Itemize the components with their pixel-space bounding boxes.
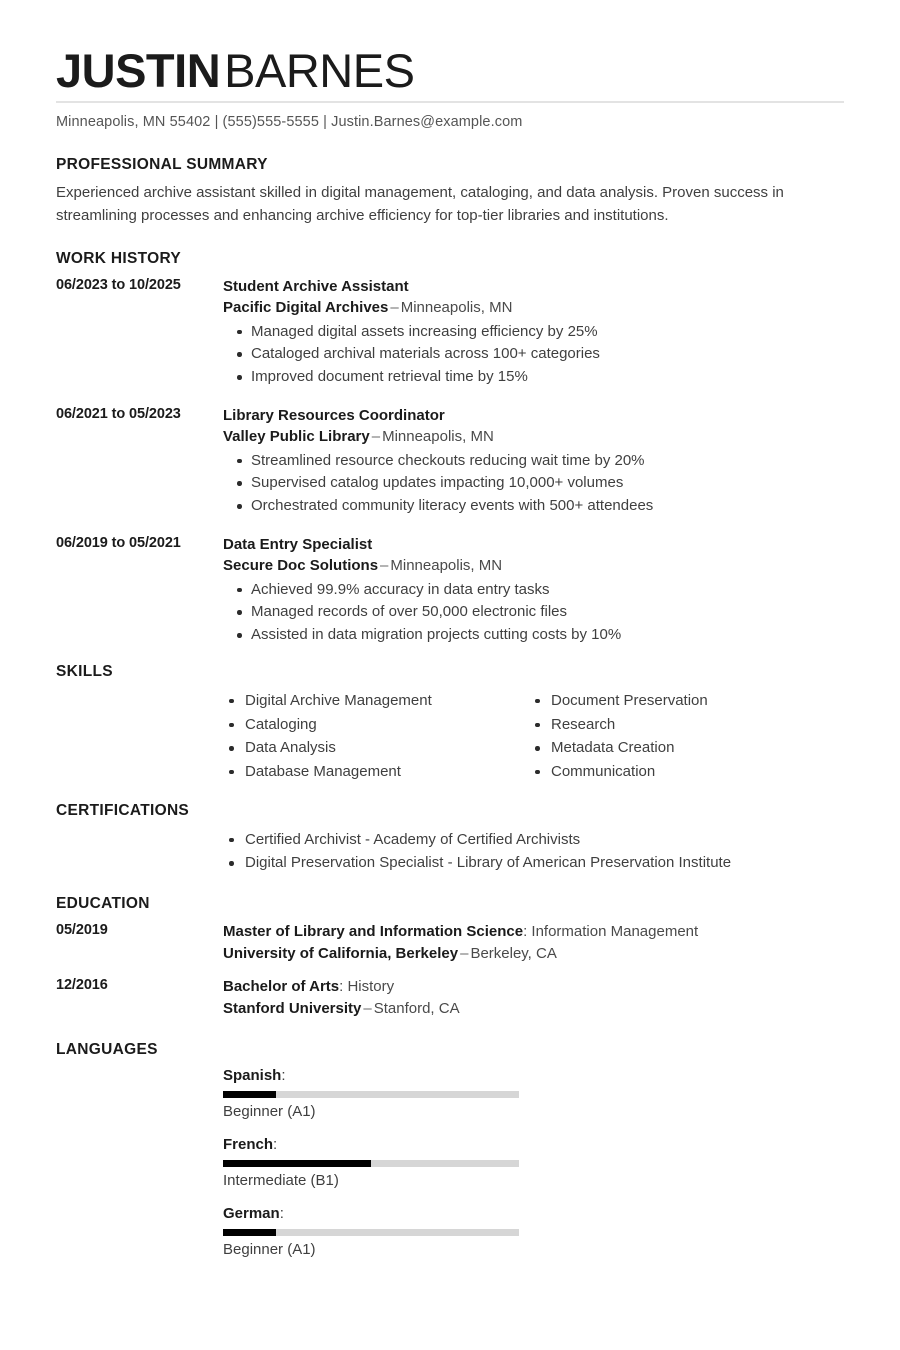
company-name: Valley Public Library <box>223 428 370 446</box>
skills-grid <box>223 689 844 784</box>
certifications-body <box>223 828 844 875</box>
degree-name: Bachelor of Arts <box>223 978 340 996</box>
language-entry <box>223 1136 538 1189</box>
language-name <box>223 1205 538 1222</box>
degree-name: Master of Library and Information Science <box>223 923 524 941</box>
certification-item: Digital Preservation Specialist - Library of American Preservation Institute <box>223 851 844 875</box>
education-entry <box>56 921 844 964</box>
job-bullet: Supervised catalog updates impacting 10,000+ volumes <box>223 472 844 495</box>
work-history-entry <box>56 534 844 647</box>
school-location: Stanford, CA <box>373 999 460 1017</box>
section-languages <box>56 1041 844 1274</box>
section-title-languages: LANGUAGES <box>56 1041 158 1059</box>
section-skills <box>56 663 844 784</box>
work-history-entry <box>56 405 844 518</box>
job-bullet: Assisted in data migration projects cutting costs by 10% <box>223 624 844 647</box>
education-date: 12/2016 <box>56 977 108 994</box>
separator-dash: – <box>371 428 381 446</box>
skill-item: Document Preservation <box>529 689 835 713</box>
language-label: German <box>223 1205 280 1223</box>
skills-body <box>223 689 844 784</box>
job-bullet: Managed digital assets increasing efficiency by 25% <box>223 321 844 344</box>
job-title: Student Archive Assistant <box>223 277 409 295</box>
separator-dash: – <box>390 299 399 317</box>
degree-field: : Information Management <box>523 923 699 941</box>
last-name: BARNES <box>224 44 415 97</box>
education-details <box>223 976 844 1019</box>
work-details <box>223 534 844 647</box>
summary-text: Experienced archive assistant skilled in digital management, cataloging, and data analysis. Proven success in streamlining processes and enhancing archive efficiency for top-tier libraries and institutions. <box>56 184 784 225</box>
job-title: Library Resources Coordinator <box>223 406 445 424</box>
skills-list <box>223 689 529 784</box>
skill-item: Cataloging <box>223 713 529 737</box>
job-bullet: Achieved 99.9% accuracy in data entry tasks <box>223 579 844 602</box>
company-name: Pacific Digital Archives <box>223 299 389 317</box>
job-bullet: Managed records of over 50,000 electronic files <box>223 601 844 624</box>
work-details <box>223 405 844 518</box>
language-colon: : <box>281 1067 286 1085</box>
job-bullet: Improved document retrieval time by 15% <box>223 366 844 389</box>
skill-item: Communication <box>529 760 835 784</box>
skill-item: Research <box>529 713 835 737</box>
skill-item: Digital Archive Management <box>223 689 529 713</box>
school-name: University of California, Berkeley <box>223 944 459 962</box>
job-company-line <box>223 297 844 318</box>
contact-line: Minneapolis, MN 55402 | (555)555-5555 | Justin.Barnes@example.com <box>56 114 523 131</box>
job-title: Data Entry Specialist <box>223 535 373 553</box>
work-dates: 06/2023 to 10/2025 <box>56 276 181 293</box>
language-colon: : <box>273 1136 278 1154</box>
language-proficiency-bar <box>223 1229 519 1236</box>
education-degree-line <box>223 976 844 998</box>
job-bullet: Streamlined resource checkouts reducing wait time by 20% <box>223 450 844 473</box>
work-details <box>223 276 844 389</box>
work-dates: 06/2019 to 05/2021 <box>56 534 181 551</box>
school-name: Stanford University <box>223 999 362 1017</box>
job-location: Minneapolis, MN <box>400 299 513 317</box>
language-name <box>223 1136 538 1153</box>
education-entry <box>56 976 844 1019</box>
separator-dash: – <box>460 944 469 962</box>
section-title-certifications: CERTIFICATIONS <box>56 801 190 819</box>
header-divider <box>56 101 844 103</box>
degree-field: : History <box>339 978 395 996</box>
education-details <box>223 921 844 964</box>
section-title-work-history: WORK HISTORY <box>56 249 182 267</box>
language-level: Intermediate (B1) <box>223 1172 339 1190</box>
separator-dash: – <box>380 557 389 575</box>
separator-dash: – <box>363 999 372 1017</box>
language-colon: : <box>279 1205 284 1223</box>
job-bullet-list <box>223 450 844 518</box>
job-company-line <box>223 426 844 447</box>
language-entry <box>223 1205 538 1258</box>
language-level: Beginner (A1) <box>223 1241 316 1259</box>
language-proficiency-bar <box>223 1160 519 1167</box>
language-proficiency-fill <box>223 1229 276 1236</box>
education-degree-line <box>223 921 844 943</box>
language-level: Beginner (A1) <box>223 1103 316 1121</box>
skills-column-2 <box>529 689 835 784</box>
certifications-list <box>223 828 844 875</box>
language-label: French <box>223 1136 274 1154</box>
skill-item: Data Analysis <box>223 736 529 760</box>
section-title-skills: SKILLS <box>56 662 113 680</box>
language-proficiency-bar <box>223 1091 519 1098</box>
job-location: Minneapolis, MN <box>382 428 494 446</box>
languages-grid <box>223 1067 844 1274</box>
first-name: JUSTIN <box>56 44 221 97</box>
education-date: 05/2019 <box>56 922 108 939</box>
section-professional-summary <box>56 156 844 228</box>
section-title-education: EDUCATION <box>56 895 150 913</box>
section-work-history <box>56 250 844 647</box>
skill-item: Database Management <box>223 760 529 784</box>
job-bullet: Orchestrated community literacy events with 500+ attendees <box>223 495 844 518</box>
job-company-line <box>223 555 844 576</box>
certification-item: Certified Archivist - Academy of Certified Archivists <box>223 828 844 852</box>
company-name: Secure Doc Solutions <box>223 557 379 575</box>
skills-list <box>529 689 835 784</box>
language-proficiency-fill <box>223 1091 276 1098</box>
job-location: Minneapolis, MN <box>390 557 503 575</box>
language-entry <box>223 1067 538 1120</box>
job-bullet: Cataloged archival materials across 100+ categories <box>223 343 844 366</box>
skill-item: Metadata Creation <box>529 736 835 760</box>
skills-column-1 <box>223 689 529 784</box>
languages-body <box>223 1067 844 1274</box>
section-education <box>56 895 844 1019</box>
job-bullet-list <box>223 579 844 647</box>
language-proficiency-fill <box>223 1160 371 1167</box>
work-dates: 06/2021 to 05/2023 <box>56 405 181 422</box>
candidate-name <box>56 46 844 95</box>
education-school-line <box>223 943 844 965</box>
work-history-entry <box>56 276 844 389</box>
education-school-line <box>223 998 844 1020</box>
section-certifications <box>56 802 844 875</box>
language-label: Spanish <box>223 1067 282 1085</box>
language-name <box>223 1067 538 1084</box>
school-location: Berkeley, CA <box>470 944 557 962</box>
section-title-summary: PROFESSIONAL SUMMARY <box>56 156 268 174</box>
job-bullet-list <box>223 321 844 389</box>
